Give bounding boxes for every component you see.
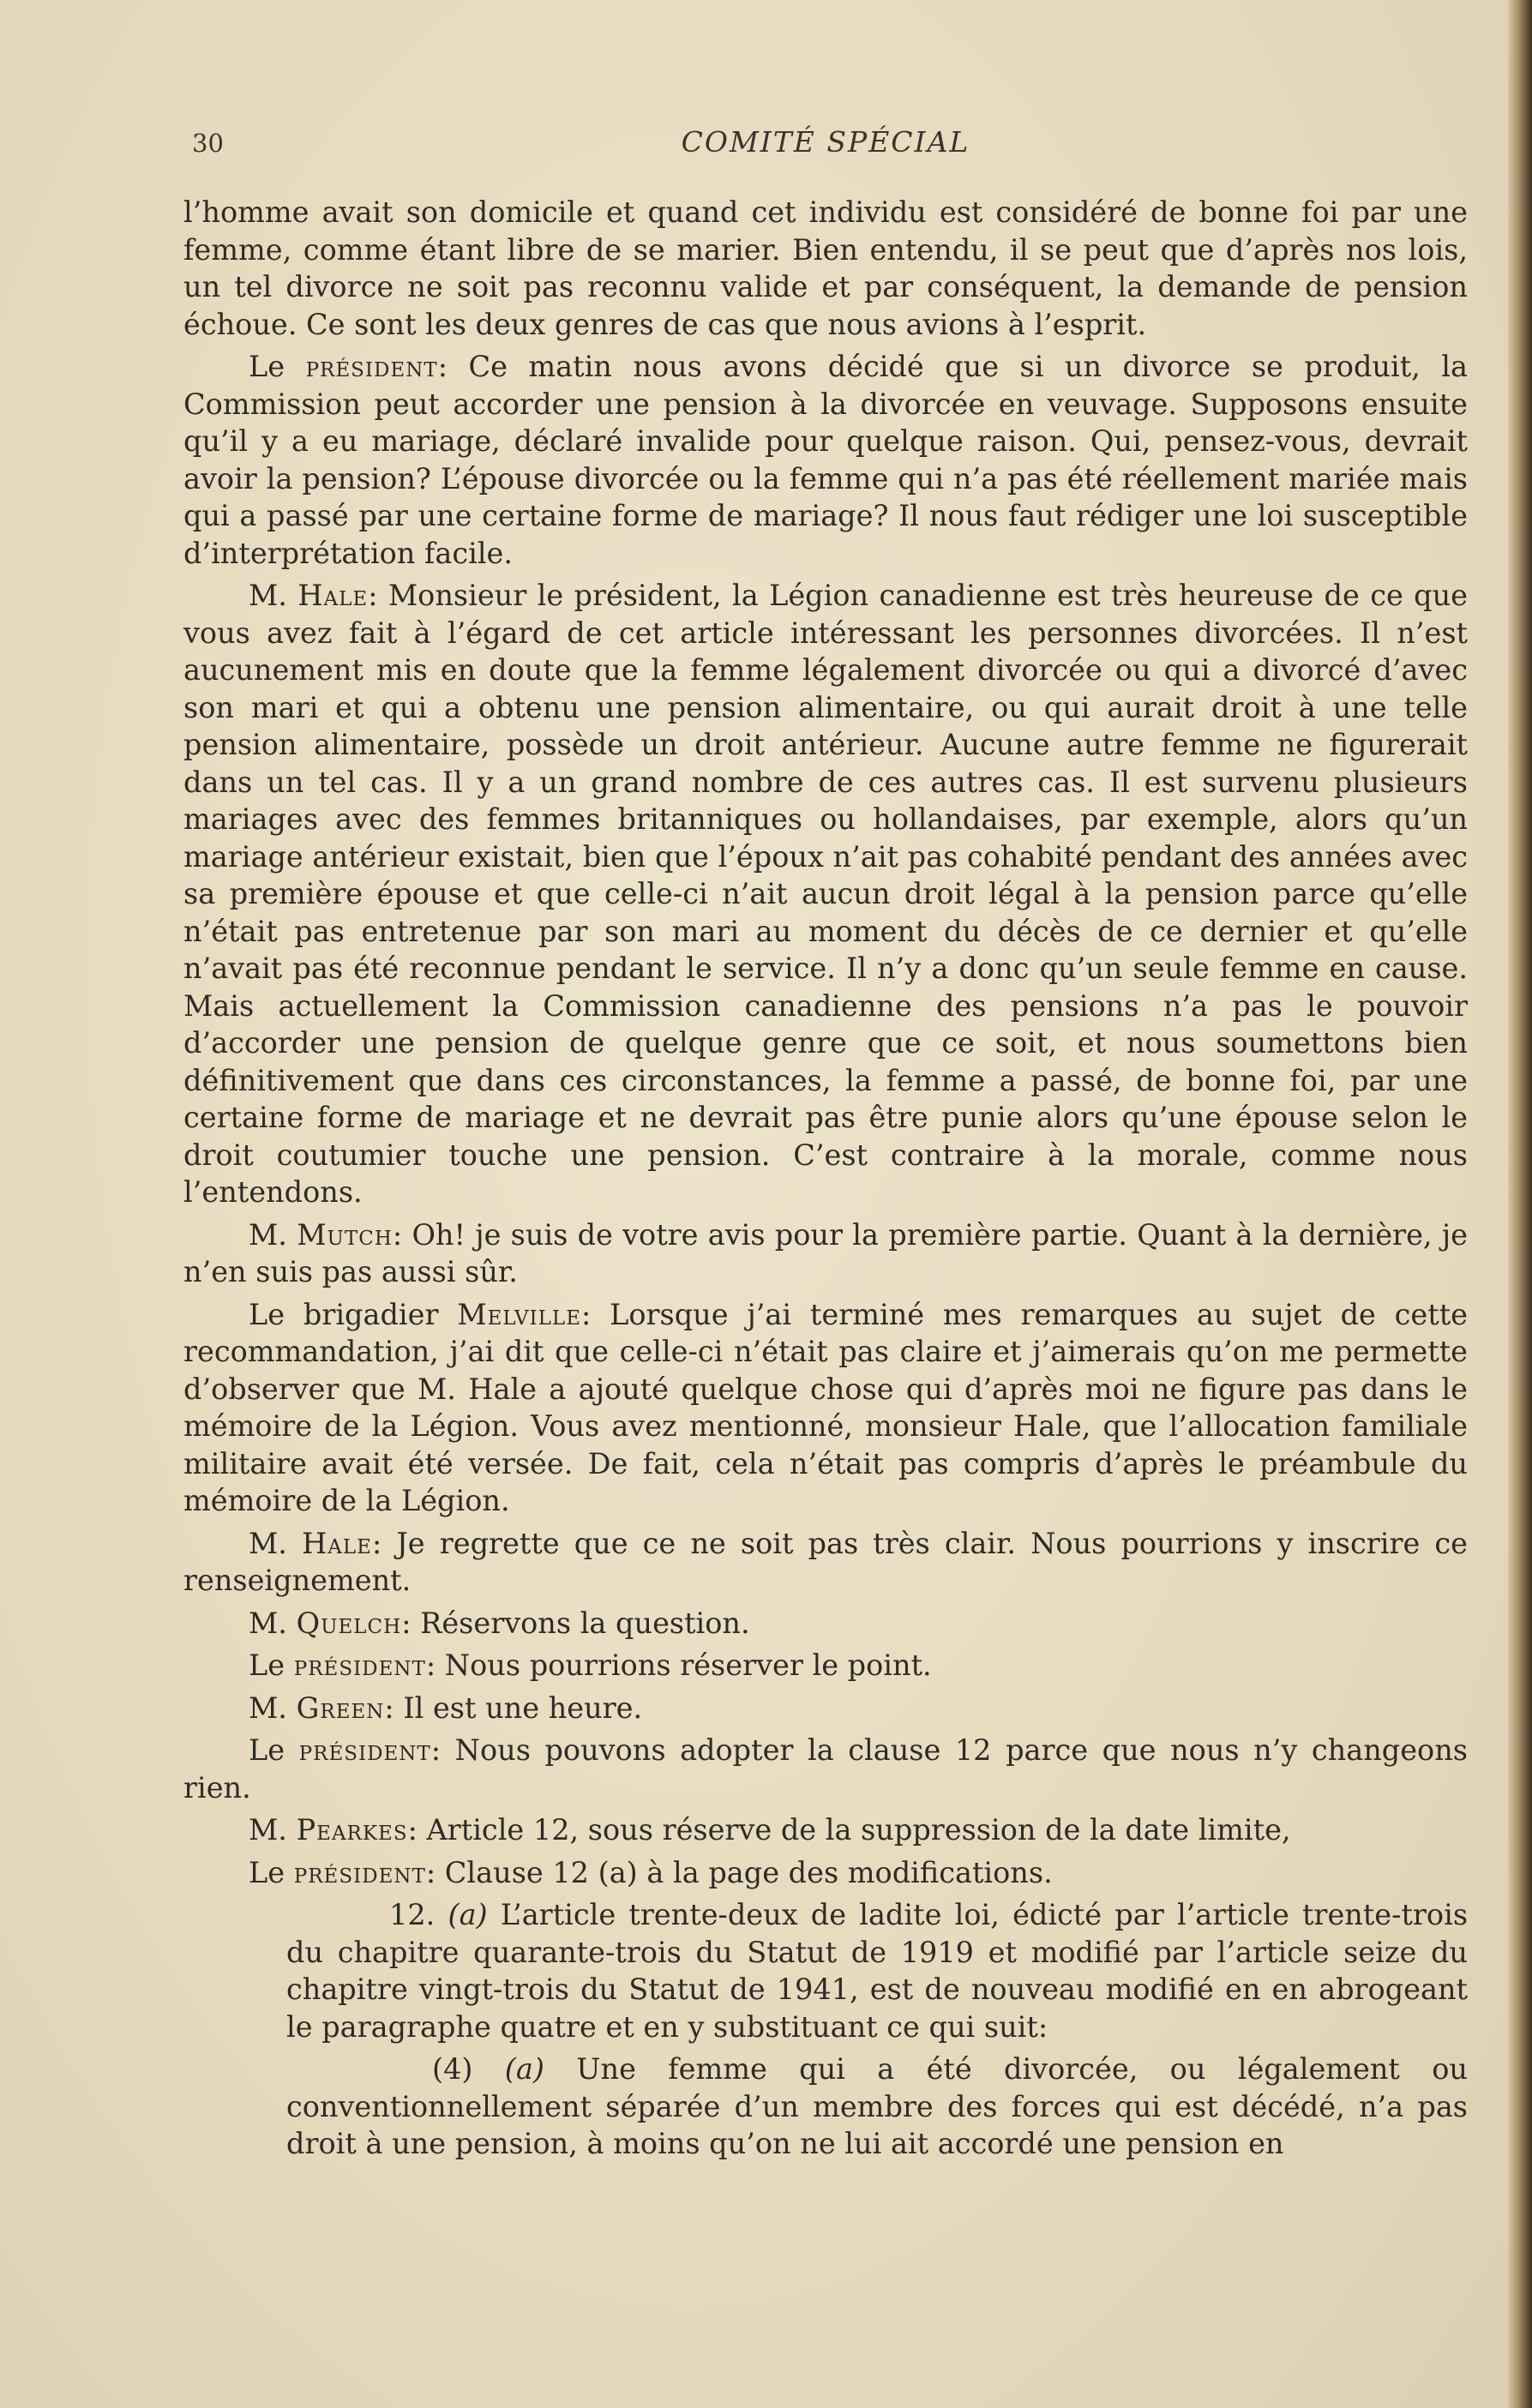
speech-text: : Article 12, sous réserve de la suppression de la date limite, [407,1813,1291,1847]
speaker-name: Hale [302,1526,372,1560]
paragraph-continuation [183,194,1468,343]
speech-paragraph [183,1811,1468,1849]
speaker-name: Quelch [296,1606,402,1640]
page-header [178,120,1481,171]
speaker-prefix: M. [249,579,287,612]
speech-paragraph [183,1216,1468,1291]
speaker-name: président [293,1648,426,1682]
speech-text: : Oh! je suis de votre avis pour la première partie. Quant à la dernière, je n’en suis pas aussi sûr. [183,1217,1469,1288]
speaker-prefix: M. [249,1606,287,1640]
speech-paragraph [183,1732,1468,1806]
speaker-prefix: Le [249,350,285,383]
speech-paragraph [183,1525,1468,1600]
legal-subclause [183,2051,1468,2163]
speaker-name: Pearkes [296,1813,408,1847]
running-title: COMITÉ SPÉCIAL [681,125,970,159]
speech-paragraph [183,1296,1468,1520]
speaker-name: Melville [457,1297,581,1331]
speaker-prefix: M. [249,1813,287,1847]
page-number: 30 [192,129,224,158]
body-text [183,194,1468,2168]
speaker-name: président [305,350,438,383]
speech-paragraph [183,1690,1468,1727]
speaker-prefix: Le [249,1733,285,1767]
speaker-name: président [298,1733,431,1767]
clause-body [286,1896,1468,2045]
subclause-text: Une femme qui a été divorcée, ou légalement ou conventionnellement séparée d’un membre des forces qui est décédé, n’a pas droit à une pension, à moins qu’on ne lui ait accordé une pension en [286,2052,1468,2160]
speaker-name: président [293,1855,426,1889]
speech-text: : Il est une heure. [384,1690,643,1725]
speaker-prefix: M. [249,1526,287,1560]
speaker-prefix: Le brigadier [249,1297,439,1331]
legal-clause [183,1896,1468,2045]
speech-text: : Ce matin nous avons décidé que si un divorce se produit, la Commission peut accorder une pension à la divorcée en veuvage. Supposons ensuite qu’il y a eu mariage, déclaré invalide pour quelque raison. Qui, pensez-vous, devrait avoir la pension? L’épouse divorcée ou la femme qui n’a pas été réellement mariée mais qui a passé par une certaine forme de mariage? Il nous faut rédiger une loi susceptible d’interprétation facile. [183,350,1468,570]
subclause-letter: (a) [504,2052,544,2086]
speech-text: : Monsieur le président, la Légion canadienne est très heureuse de ce que vous avez fait à l’égard de cet article intéressant les personnes divorcées. Il n’est aucunement mis en doute que la femme légalement divorcée ou qui a divorcé d’avec son mari et qui a obtenu une pension alimentaire, ou qui aurait droit à une telle pension alimentaire, possède un droit antérieur. Aucune autre femme ne figurerait dans un tel cas. Il y a un grand nombre de ces autres cas. Il est survenu plusieurs mariages avec des femmes britanniques ou hollandaises, par exemple, alors qu’un mariage antérieur existait, bien que l’époux n’ait pas cohabité pendant des années avec sa première épouse et que celle-ci n’ait aucun droit légal à la pension parce qu’elle n’était pas entretenue par son mari au moment du décès de ce dernier et qu’elle n’avait pas été reconnue pendant le service. Il n’y a donc qu’un seule femme en cause. Mais actuellement la Commission canadienne des pensions n’a pas le pouvoir d’accorder une pension de quelque genre que ce soit, et nous soumettons bien définitivement que dans ces circonstances, la femme a passé, de bonne foi, par une certaine forme de mariage et ne devrait pas être punie alors qu’une épouse selon le droit coutumier touche une pension. C’est contraire à la morale, comme nous l’entendons. [183,579,1468,1209]
speech-paragraph [183,1605,1468,1642]
speaker-name: Green [296,1690,385,1725]
speech-text: : Clause 12 (a) à la page des modifications. [425,1855,1053,1889]
speech-paragraph [183,1854,1468,1892]
speech-paragraph [183,348,1468,572]
speech-paragraph [183,577,1468,1211]
clause-text: L’article trente-deux de ladite loi, édicté par l’article trente-trois du chapitre quarante-trois du Statut de 1919 et modifié par l’article seize du chapitre vingt-trois du Statut de 1941, est de nouveau modifié en en abrogeant le paragraphe quatre et en y substituant ce qui suit: [286,1898,1469,2044]
speaker-prefix: M. [249,1217,287,1252]
page-binding-edge [1508,0,1532,2408]
speaker-name: Mutch [297,1217,393,1252]
subclause-body [286,2051,1468,2163]
speech-text: : Lorsque j’ai terminé mes remarques au sujet de cette recommandation, j’ai dit que celle-ci n’était pas claire et j’aimerais qu’on me permette d’observer que M. Hale a ajouté quelque chose qui d’après moi ne figure pas dans le mémoire de la Légion. Vous avez mentionné, monsieur Hale, que l’allocation familiale militaire avait été versée. De fait, cela n’était pas compris d’après le préambule du mémoire de la Légion. [183,1297,1468,1517]
clause-letter: (a) [448,1898,488,1931]
speaker-prefix: M. [249,1690,287,1725]
paragraph-text: l’homme avait son domicile et quand cet individu est considéré de bonne foi par une femme, comme étant libre de se marier. Bien entendu, il se peut que d’après nos lois, un tel divorce ne soit pas reconnu valide et par conséquent, la demande de pension échoue. Ce sont les deux genres de cas que nous avions à l’esprit. [183,195,1468,341]
speech-text: : Nous pouvons adopter la clause 12 parce que nous n’y changeons rien. [183,1733,1468,1804]
subclause-number: (4) [432,2052,473,2086]
speaker-prefix: Le [249,1855,285,1889]
speech-text: : Je regrette que ce ne soit pas très clair. Nous pourrions y inscrire ce renseignement. [183,1526,1468,1597]
speech-paragraph [183,1647,1468,1684]
speaker-prefix: Le [249,1648,285,1682]
speech-text: : Nous pourrions réserver le point. [425,1648,932,1682]
speaker-name: Hale [297,579,369,612]
speech-text: : Réservons la question. [401,1606,750,1640]
clause-number: 12. [389,1898,436,1931]
